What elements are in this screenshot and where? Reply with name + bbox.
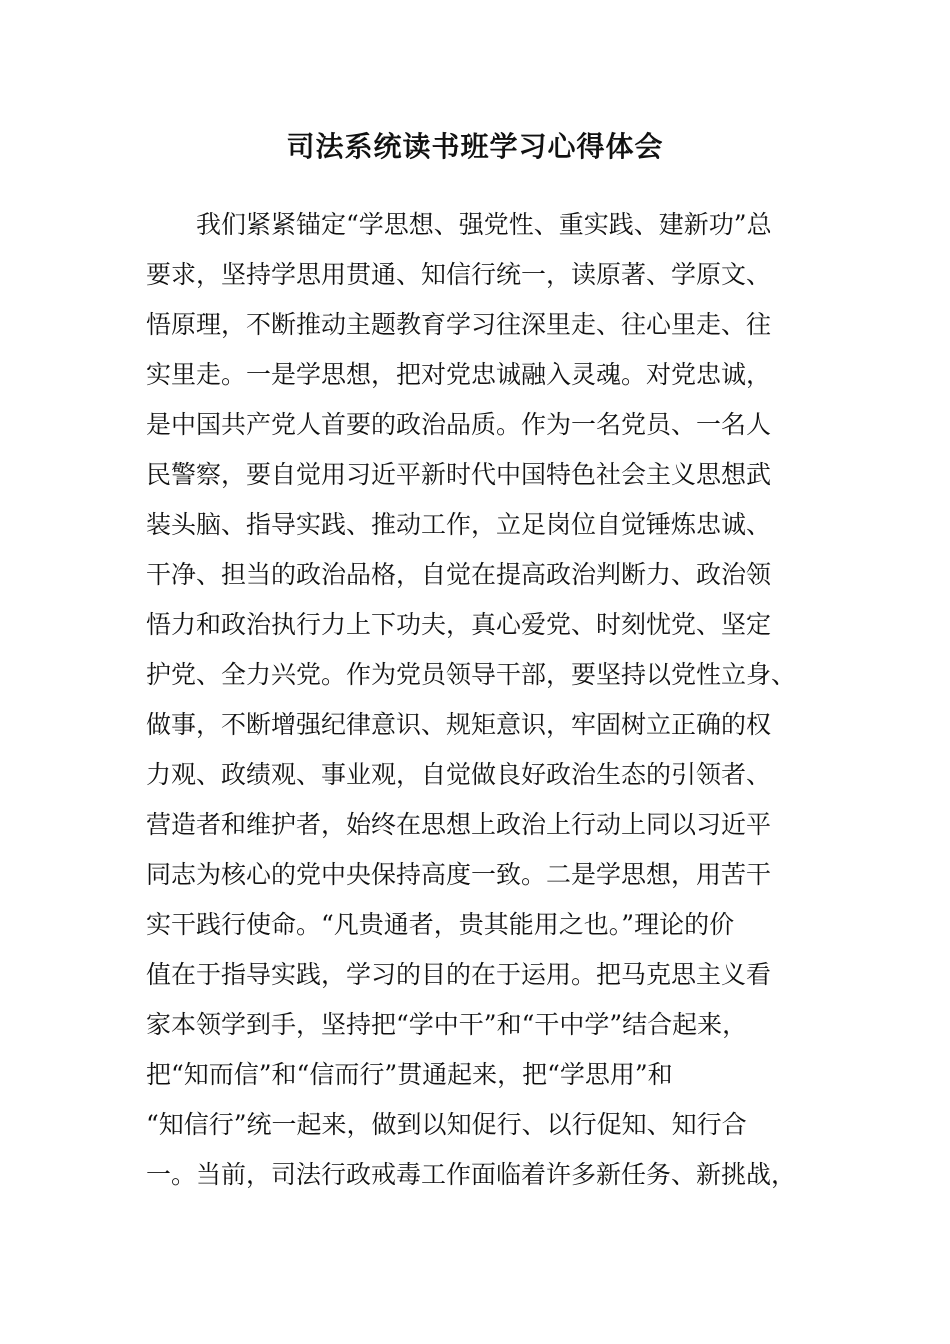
body-line: 力观、政绩观、事业观，自觉做良好政治生态的引领者、 — [146, 760, 772, 789]
body-line: 干净、担当的政治品格，自觉在提高政治判断力、政治领 — [146, 560, 772, 589]
body-line: 同志为核心的党中央保持高度一致。二是学思想，用苦干 — [146, 860, 772, 889]
body-line: 民警察，要自觉用习近平新时代中国特色社会主义思想武 — [146, 460, 772, 489]
body-line: 一。当前，司法行政戒毒工作面临着许多新任务、新挑战， — [146, 1160, 797, 1189]
body-line: 护党、全力兴党。作为党员领导干部，要坚持以党性立身、 — [146, 660, 797, 689]
body-line: 悟力和政治执行力上下功夫，真心爱党、时刻忧党、坚定 — [146, 610, 772, 639]
body-line: 实干践行使命。“凡贵通者，贵其能用之也。”理论的价 — [146, 910, 735, 939]
body-line: 是中国共产党人首要的政治品质。作为一名党员、一名人 — [146, 410, 772, 439]
body-line: 我们紧紧锚定“学思想、强党性、重实践、建新功”总 — [146, 210, 772, 239]
body-line: 要求，坚持学思用贯通、知信行统一，读原著、学原文、 — [146, 260, 772, 289]
body-line: 悟原理，不断推动主题教育学习往深里走、往心里走、往 — [146, 310, 772, 339]
body-line: 把“知而信”和“信而行”贯通起来，把“学思用”和 — [146, 1060, 673, 1089]
document-body — [146, 200, 806, 1200]
document-title: 司法系统读书班学习心得体会 — [286, 130, 664, 163]
body-line: 营造者和维护者，始终在思想上政治上行动上同以习近平 — [146, 810, 772, 839]
body-line: 装头脑、指导实践、推动工作，立足岗位自觉锤炼忠诚、 — [146, 510, 772, 539]
body-line: 做事，不断增强纪律意识、规矩意识，牢固树立正确的权 — [146, 710, 772, 739]
body-line: 家本领学到手，坚持把“学中干”和“干中学”结合起来， — [146, 1010, 748, 1039]
body-line: 实里走。一是学思想，把对党忠诚融入灵魂。对党忠诚， — [146, 360, 772, 389]
body-line: 值在于指导实践，学习的目的在于运用。把马克思主义看 — [146, 960, 772, 989]
body-line: “知信行”统一起来，做到以知促行、以行促知、知行合 — [146, 1110, 747, 1139]
